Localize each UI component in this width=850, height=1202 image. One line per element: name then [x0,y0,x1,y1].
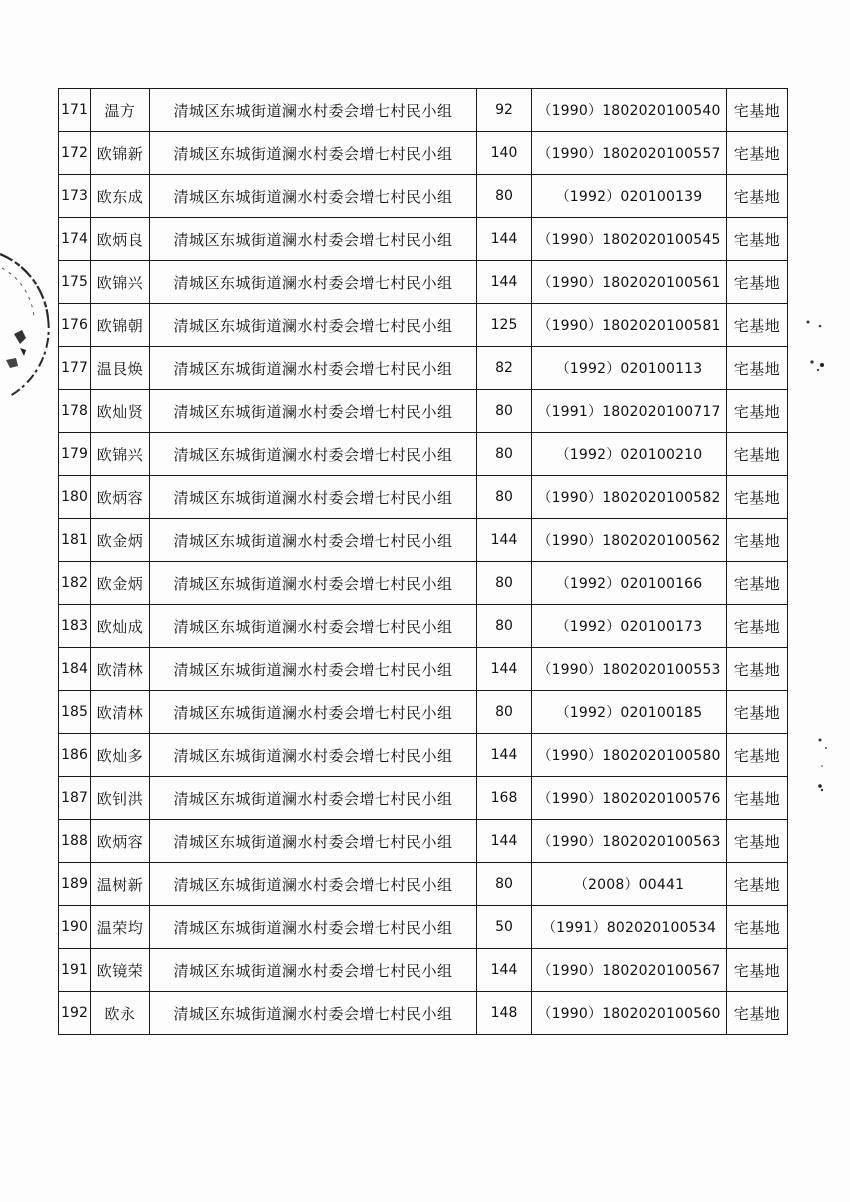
address-cell: 清城区东城街道澜水村委会增七村民小组 [150,175,477,218]
row-number-cell: 186 [59,734,91,777]
table-row [59,261,788,304]
certificate-number-cell: （1992）020100210 [532,433,727,476]
table-row [59,605,788,648]
partial-seal-stamp [0,248,58,408]
owner-name-cell: 欧锦兴 [91,261,150,304]
area-cell: 144 [477,519,532,562]
table-row [59,691,788,734]
address-cell: 清城区东城街道澜水村委会增七村民小组 [150,691,477,734]
table-row [59,906,788,949]
certificate-number-cell: （2008）00441 [532,863,727,906]
row-number-cell: 175 [59,261,91,304]
land-use-cell: 宅基地 [727,734,788,777]
land-use-cell: 宅基地 [727,261,788,304]
row-number-cell: 171 [59,89,91,132]
land-use-cell: 宅基地 [727,906,788,949]
area-cell: 125 [477,304,532,347]
certificate-number-cell: （1990）1802020100567 [532,949,727,992]
certificate-number-cell: （1990）1802020100560 [532,992,727,1035]
table-row [59,304,788,347]
certificate-number-cell: （1991）1802020100717 [532,390,727,433]
owner-name-cell: 温方 [91,89,150,132]
certificate-number-cell: （1990）1802020100540 [532,89,727,132]
row-number-cell: 180 [59,476,91,519]
row-number-cell: 174 [59,218,91,261]
land-use-cell: 宅基地 [727,863,788,906]
certificate-number-cell: （1990）1802020100553 [532,648,727,691]
certificate-number-cell: （1992）020100139 [532,175,727,218]
certificate-number-cell: （1992）020100166 [532,562,727,605]
address-cell: 清城区东城街道澜水村委会增七村民小组 [150,218,477,261]
table-row [59,132,788,175]
land-use-cell: 宅基地 [727,304,788,347]
owner-name-cell: 欧东成 [91,175,150,218]
row-number-cell: 191 [59,949,91,992]
land-registry-table [58,88,788,1035]
table-row [59,949,788,992]
table-row [59,777,788,820]
owner-name-cell: 欧永 [91,992,150,1035]
owner-name-cell: 欧炳容 [91,820,150,863]
land-use-cell: 宅基地 [727,949,788,992]
land-use-cell: 宅基地 [727,820,788,863]
land-use-cell: 宅基地 [727,433,788,476]
table-row [59,175,788,218]
margin-speckle-marks-lower [800,736,840,816]
certificate-number-cell: （1990）1802020100561 [532,261,727,304]
certificate-number-cell: （1990）1802020100581 [532,304,727,347]
land-use-cell: 宅基地 [727,476,788,519]
row-number-cell: 173 [59,175,91,218]
owner-name-cell: 欧金炳 [91,562,150,605]
area-cell: 144 [477,949,532,992]
land-use-cell: 宅基地 [727,992,788,1035]
address-cell: 清城区东城街道澜水村委会增七村民小组 [150,476,477,519]
area-cell: 92 [477,89,532,132]
row-number-cell: 176 [59,304,91,347]
area-cell: 168 [477,777,532,820]
owner-name-cell: 欧锦兴 [91,433,150,476]
area-cell: 80 [477,175,532,218]
area-cell: 82 [477,347,532,390]
owner-name-cell: 温艮焕 [91,347,150,390]
row-number-cell: 179 [59,433,91,476]
address-cell: 清城区东城街道澜水村委会增七村民小组 [150,605,477,648]
address-cell: 清城区东城街道澜水村委会增七村民小组 [150,519,477,562]
certificate-number-cell: （1990）1802020100563 [532,820,727,863]
area-cell: 80 [477,562,532,605]
area-cell: 144 [477,218,532,261]
address-cell: 清城区东城街道澜水村委会增七村民小组 [150,433,477,476]
land-use-cell: 宅基地 [727,519,788,562]
table-row [59,863,788,906]
table-row [59,562,788,605]
area-cell: 144 [477,734,532,777]
area-cell: 140 [477,132,532,175]
owner-name-cell: 欧炳良 [91,218,150,261]
land-use-cell: 宅基地 [727,175,788,218]
margin-speckle-marks [800,318,840,398]
land-use-cell: 宅基地 [727,777,788,820]
row-number-cell: 182 [59,562,91,605]
land-use-cell: 宅基地 [727,605,788,648]
area-cell: 80 [477,390,532,433]
table-body [59,89,788,1035]
row-number-cell: 192 [59,992,91,1035]
area-cell: 80 [477,691,532,734]
table-row [59,218,788,261]
land-use-cell: 宅基地 [727,562,788,605]
area-cell: 144 [477,261,532,304]
owner-name-cell: 欧钊洪 [91,777,150,820]
certificate-number-cell: （1990）1802020100557 [532,132,727,175]
row-number-cell: 189 [59,863,91,906]
certificate-number-cell: （1990）1802020100580 [532,734,727,777]
certificate-number-cell: （1990）1802020100582 [532,476,727,519]
address-cell: 清城区东城街道澜水村委会增七村民小组 [150,261,477,304]
row-number-cell: 178 [59,390,91,433]
area-cell: 80 [477,863,532,906]
address-cell: 清城区东城街道澜水村委会增七村民小组 [150,863,477,906]
table-row [59,734,788,777]
table-row [59,992,788,1035]
address-cell: 清城区东城街道澜水村委会增七村民小组 [150,992,477,1035]
table-row [59,648,788,691]
owner-name-cell: 欧灿多 [91,734,150,777]
address-cell: 清城区东城街道澜水村委会增七村民小组 [150,89,477,132]
address-cell: 清城区东城街道澜水村委会增七村民小组 [150,562,477,605]
address-cell: 清城区东城街道澜水村委会增七村民小组 [150,734,477,777]
area-cell: 50 [477,906,532,949]
row-number-cell: 181 [59,519,91,562]
certificate-number-cell: （1990）1802020100562 [532,519,727,562]
address-cell: 清城区东城街道澜水村委会增七村民小组 [150,132,477,175]
address-cell: 清城区东城街道澜水村委会增七村民小组 [150,949,477,992]
table-row [59,89,788,132]
land-use-cell: 宅基地 [727,347,788,390]
table-row [59,820,788,863]
row-number-cell: 177 [59,347,91,390]
owner-name-cell: 欧清林 [91,691,150,734]
area-cell: 80 [477,476,532,519]
address-cell: 清城区东城街道澜水村委会增七村民小组 [150,304,477,347]
land-use-cell: 宅基地 [727,218,788,261]
owner-name-cell: 欧金炳 [91,519,150,562]
area-cell: 144 [477,820,532,863]
address-cell: 清城区东城街道澜水村委会增七村民小组 [150,390,477,433]
table-row [59,390,788,433]
owner-name-cell: 欧清林 [91,648,150,691]
row-number-cell: 185 [59,691,91,734]
owner-name-cell: 欧炳容 [91,476,150,519]
certificate-number-cell: （1990）1802020100545 [532,218,727,261]
owner-name-cell: 欧锦新 [91,132,150,175]
area-cell: 144 [477,648,532,691]
certificate-number-cell: （1992）020100173 [532,605,727,648]
row-number-cell: 188 [59,820,91,863]
land-use-cell: 宅基地 [727,691,788,734]
row-number-cell: 172 [59,132,91,175]
address-cell: 清城区东城街道澜水村委会增七村民小组 [150,906,477,949]
row-number-cell: 184 [59,648,91,691]
owner-name-cell: 温荣均 [91,906,150,949]
owner-name-cell: 欧灿贤 [91,390,150,433]
land-use-cell: 宅基地 [727,648,788,691]
owner-name-cell: 欧镜荣 [91,949,150,992]
row-number-cell: 190 [59,906,91,949]
area-cell: 148 [477,992,532,1035]
land-use-cell: 宅基地 [727,132,788,175]
land-use-cell: 宅基地 [727,89,788,132]
area-cell: 80 [477,433,532,476]
certificate-number-cell: （1991）802020100534 [532,906,727,949]
table-row [59,519,788,562]
address-cell: 清城区东城街道澜水村委会增七村民小组 [150,777,477,820]
address-cell: 清城区东城街道澜水村委会增七村民小组 [150,347,477,390]
table-row [59,347,788,390]
certificate-number-cell: （1992）020100113 [532,347,727,390]
certificate-number-cell: （1992）020100185 [532,691,727,734]
address-cell: 清城区东城街道澜水村委会增七村民小组 [150,648,477,691]
owner-name-cell: 欧灿成 [91,605,150,648]
row-number-cell: 183 [59,605,91,648]
certificate-number-cell: （1990）1802020100576 [532,777,727,820]
table-row [59,433,788,476]
row-number-cell: 187 [59,777,91,820]
owner-name-cell: 欧锦朝 [91,304,150,347]
area-cell: 80 [477,605,532,648]
land-use-cell: 宅基地 [727,390,788,433]
owner-name-cell: 温树新 [91,863,150,906]
table-row [59,476,788,519]
address-cell: 清城区东城街道澜水村委会增七村民小组 [150,820,477,863]
